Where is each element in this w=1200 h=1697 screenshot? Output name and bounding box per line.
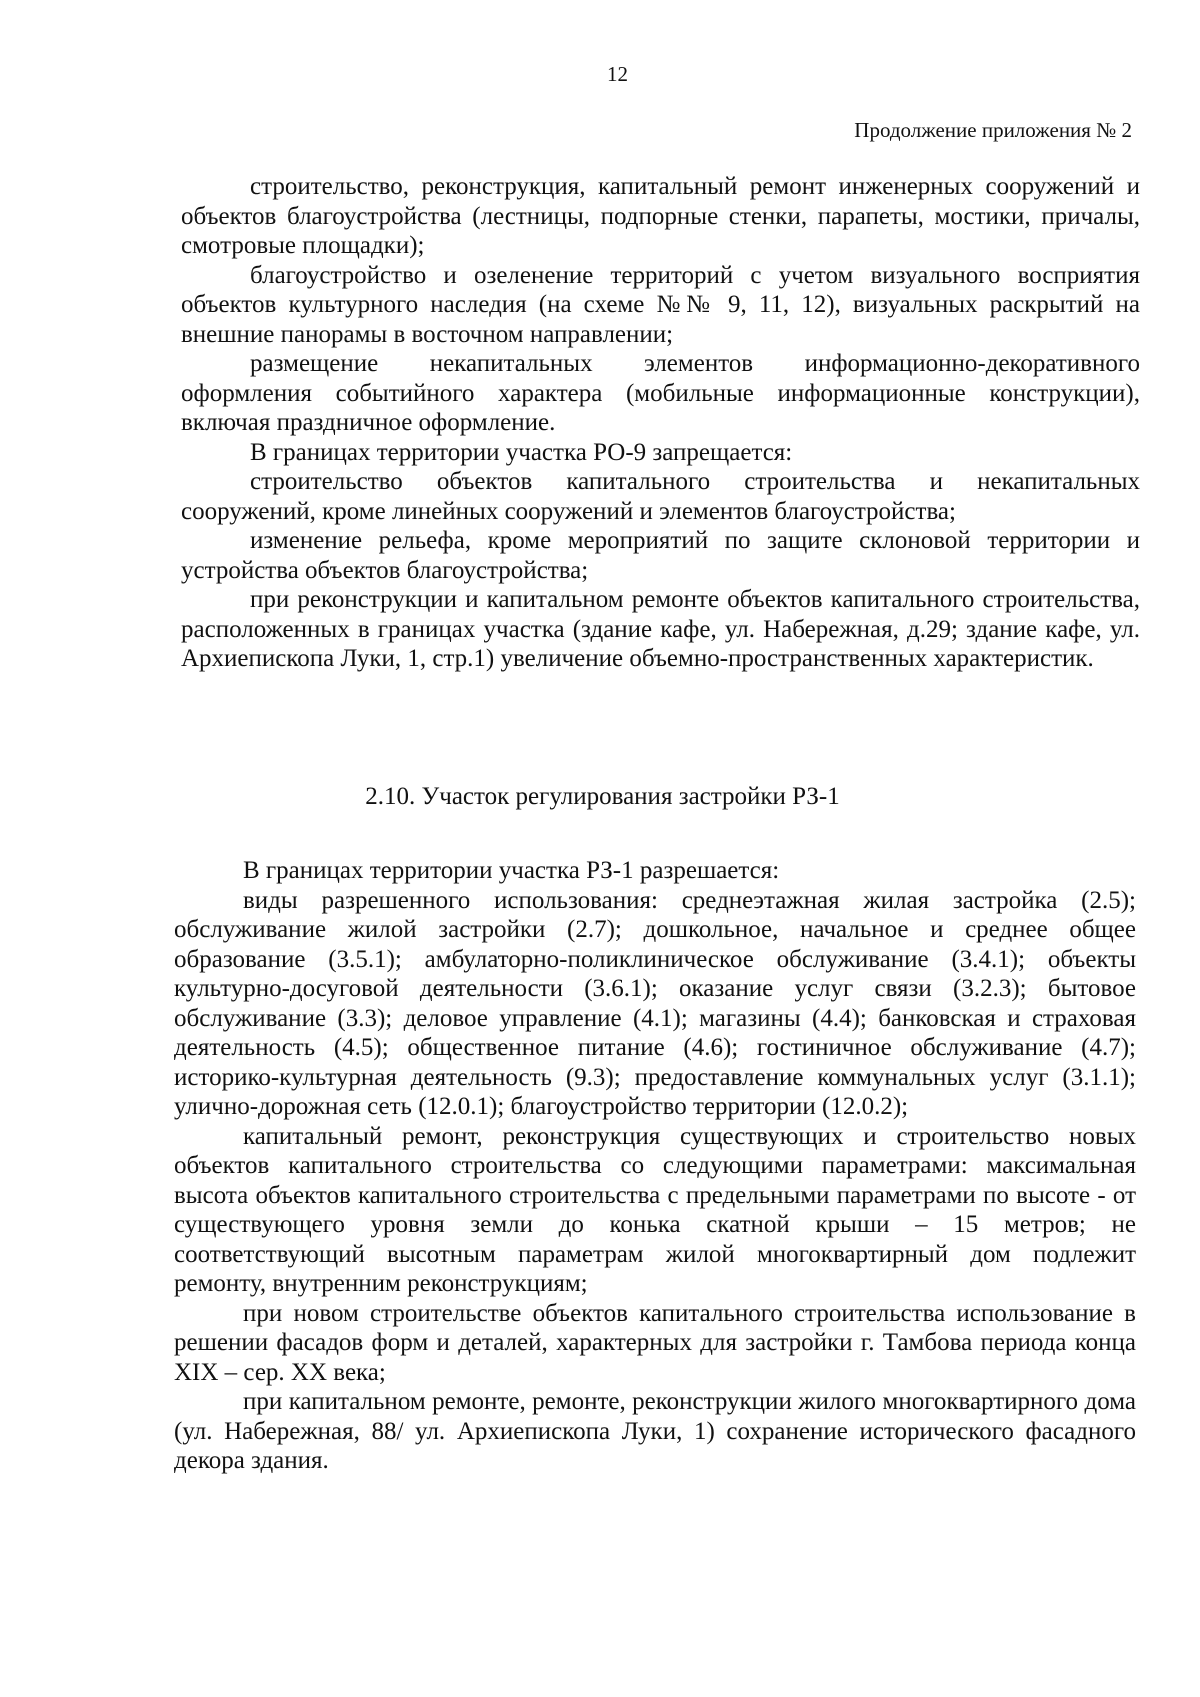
paragraph: строительство, реконструкция, капитальный ремонт инженерных сооружений и объектов благоустройства (лестницы, подпорные стенки, парапеты, мостики, причалы, смотровые площадки); bbox=[181, 173, 1140, 259]
ro9-rules-text bbox=[181, 172, 1140, 674]
paragraph: при новом строительстве объектов капитального строительства использование в решении фасадов форм и деталей, характерных для застройки г. Тамбова периода конца XIX – сер. XX века; bbox=[174, 1299, 1136, 1386]
paragraph: капитальный ремонт, реконструкция существующих и строительство новых объектов капитального строительства со следующими параметрами: максимальная высота объектов капитального строительства с предельными параметрами по высоте - от существующего уровня земли до конька скатной крыши – 15 метров; не соответствующий высотным параметрам жилой многоквартирный дом подлежит ремонту, внутренним реконструкциям; bbox=[174, 1122, 1136, 1297]
paragraph: В границах территории участка РЗ-1 разрешается: bbox=[243, 857, 780, 884]
paragraph: при капитальном ремонте, ремонте, реконструкции жилого многоквартирного дома (ул. Набережная, 88/ ул. Архиепископа Луки, 1) сохранение исторического фасадного декора здания. bbox=[174, 1388, 1136, 1474]
paragraph: В границах территории участка РО-9 запрещается: bbox=[250, 438, 793, 466]
paragraph: размещение некапитальных элементов информационно-декоративного оформления событийного характера (мобильные информационные конструкции), включая праздничное оформление. bbox=[181, 350, 1140, 436]
page-number: 12 bbox=[607, 62, 628, 86]
rz1-rules-text bbox=[174, 856, 1136, 1476]
appendix-continuation-note: Продолжение приложения № 2 bbox=[854, 118, 1132, 142]
paragraph: при реконструкции и капитальном ремонте объектов капитального строительства, расположенных в границах участка (здание кафе, ул. Набережная, д.29; здание кафе, ул. Архиепископа Луки, 1, стр.1) увеличение объемно-пространственных характеристик. bbox=[181, 586, 1140, 672]
section-heading: 2.10. Участок регулирования застройки РЗ-1 bbox=[365, 783, 840, 810]
paragraph: благоустройство и озеленение территорий с учетом визуального восприятия объектов культурного наследия (на схеме №№ 9, 11, 12), визуальных раскрытий на внешние панорамы в восточном направлении; bbox=[181, 261, 1140, 348]
paragraph: виды разрешенного использования: среднеэтажная жилая застройка (2.5); обслуживание жилой застройки (2.7); дошкольное, начальное и среднее общее образование (3.5.1); амбулаторно-поликлиническое обслуживание (3.4.1); объекты культурно-досуговой деятельности (3.6.1); оказание услуг связи (3.2.3); бытовое обслуживание (3.3); деловое управление (4.1); магазины (4.4); банковская и страховая деятельность (4.5); общественное питание (4.6); гостиничное обслуживание (4.7); историко-культурная деятельность (9.3); предоставление коммунальных услуг (3.1.1); улично-дорожная сеть (12.0.1); благоустройство территории (12.0.2); bbox=[174, 886, 1136, 1120]
paragraph: строительство объектов капитального строительства и некапитальных сооружений, кроме линейных сооружений и элементов благоустройства; bbox=[181, 468, 1140, 525]
paragraph: изменение рельефа, кроме мероприятий по защите склоновой территории и устройства объектов благоустройства; bbox=[181, 527, 1140, 584]
